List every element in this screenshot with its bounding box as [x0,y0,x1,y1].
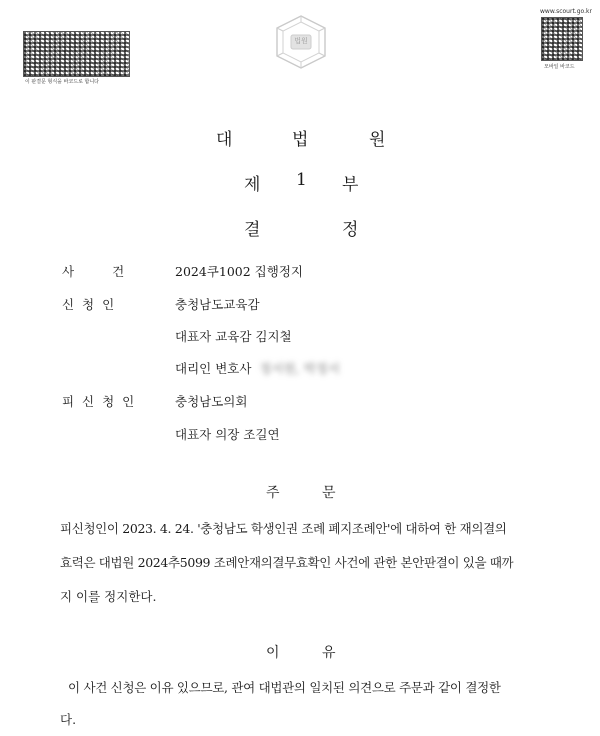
court-url: www.scourt.go.kr [540,8,592,15]
court-name-char-3: 원 [369,130,386,150]
applicant-agent-prefix: 대리인 변호사 [175,361,252,376]
respondent-name: 충청남도의회 [175,394,248,409]
order-line-1: 피신청인이 2023. 4. 24. '충청남도 학생인권 조례 폐지조례안'에 대하여 한 재의결의 [60,521,507,536]
right-qr-caption: 모바일 바코드 [544,64,575,70]
reason-line-2: 다. [60,712,77,727]
case-value: 2024쿠1002 집행정지 [175,264,303,279]
right-qr-code [541,17,583,61]
emblem-text: 법원 [294,37,308,45]
division-char-3: 부 [342,175,359,195]
case-label [62,262,124,280]
applicant-agent-redacted: 정서원, 박정서 [259,361,340,376]
order-line-2: 효력은 대법원 2024추5099 조례안재의결무효확인 사건에 관한 본안판결이 있을 때까 [60,555,514,570]
reason-heading-char-2: 유 [322,645,336,661]
doc-type-char-2: 정 [342,220,359,240]
left-barcode-caption: 이 판결문 형식을 바코드로 합니다 [25,79,99,85]
case-label-char-1: 사 [62,264,75,279]
respondent-representative: 대표자 의장 조길연 [175,427,280,442]
court-name-char-1: 대 [216,130,233,150]
respondent-label: 피 신 청 인 [62,394,137,409]
reason-heading-char-1: 이 [266,645,280,661]
left-2d-barcode [23,31,130,77]
reason-line-1: 이 사건 신청은 이유 있으므로, 관여 대법관의 일치된 의견으로 주문과 같이 결정한 [68,680,501,695]
division-char-2: 1 [296,170,307,190]
order-heading-char-2: 문 [322,485,336,501]
case-label-char-2: 건 [112,264,125,279]
order-line-3: 지 이를 정지한다. [60,589,157,604]
order-heading-char-1: 주 [266,485,280,501]
applicant-name: 충청남도교육감 [175,297,260,312]
order-body [60,512,513,614]
doc-type-char-1: 결 [244,220,261,240]
applicant-agent [175,359,340,377]
court-emblem-icon [272,14,330,70]
applicant-label: 신 청 인 [62,297,117,312]
court-name-char-2: 법 [292,130,309,150]
division-char-1: 제 [244,175,261,195]
reason-body [60,672,501,736]
applicant-representative: 대표자 교육감 김지철 [175,329,292,344]
